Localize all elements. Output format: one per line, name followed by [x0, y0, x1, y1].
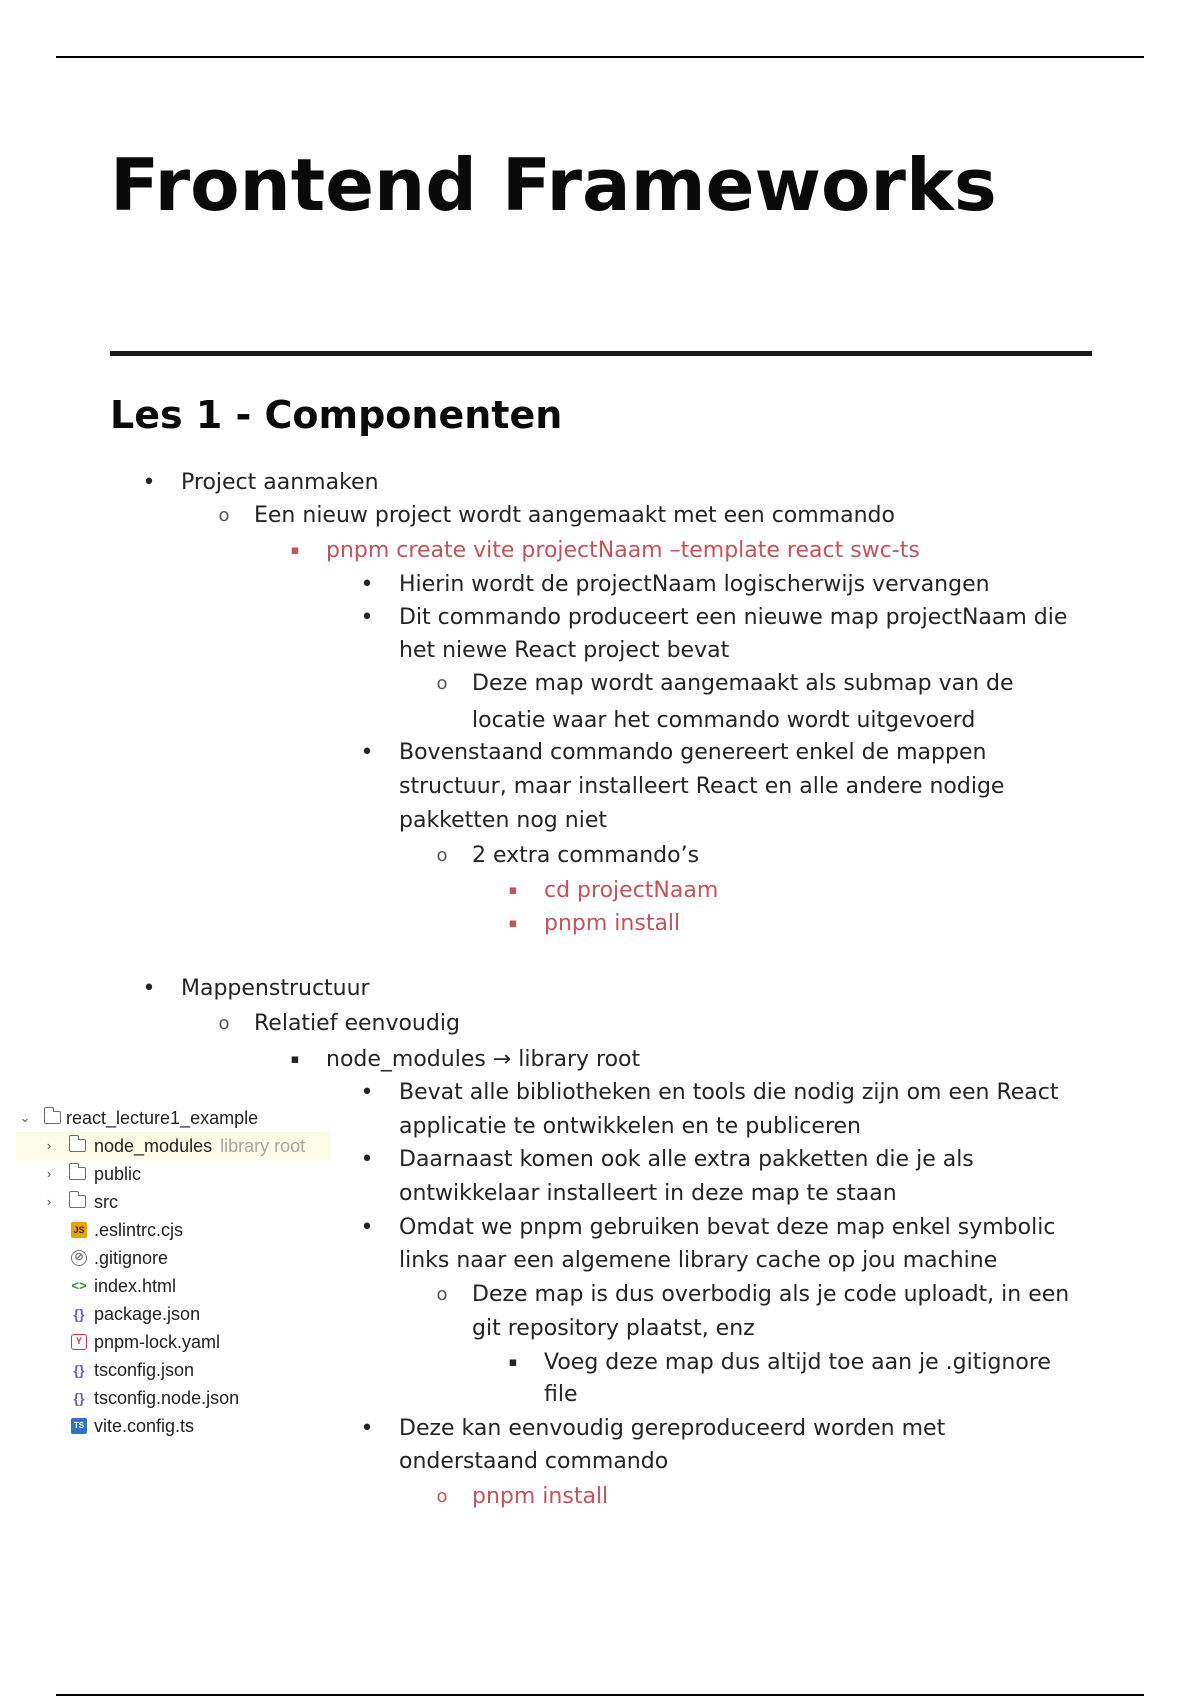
tree-file-label: tsconfig.json [94, 1360, 195, 1380]
list-item-submap: Deze map wordt aangemaakt als submap van de [472, 671, 1014, 696]
list-item-bevat: Bevat alle bibliotheken en tools die nodig zijn om een React [399, 1080, 1059, 1105]
top-rule [56, 56, 1144, 58]
tree-row-file[interactable] [16, 1384, 330, 1412]
folder-icon [69, 1195, 86, 1208]
bullet-circle: o [436, 1284, 448, 1305]
code-pnpm-install: pnpm install [544, 911, 681, 936]
code-pnpm-install-reproduce: pnpm install [472, 1484, 609, 1509]
folder-icon [69, 1167, 86, 1180]
bullet-square: ▪ [290, 1052, 300, 1067]
bullet-circle: o [436, 1486, 448, 1507]
list-item-gitignore-cont: file [544, 1382, 578, 1407]
bullet-disc: • [360, 1147, 374, 1172]
list-item-node-modules: node_modules → library root [326, 1047, 641, 1072]
project-file-tree [16, 1104, 330, 1434]
list-item-nieuw-project: Een nieuw project wordt aangemaakt met een commando [254, 503, 895, 528]
list-item-bevat-cont: applicatie te ontwikkelen en te publiceren [399, 1114, 861, 1139]
bullet-disc: • [360, 1416, 374, 1441]
list-item-daarnaast-cont: ontwikkelaar installeert in deze map te staan [399, 1181, 897, 1206]
json-file-icon: {} [73, 1390, 85, 1406]
bullet-disc: • [360, 1215, 374, 1240]
tree-item-label: public [94, 1164, 142, 1184]
tree-file-label: index.html [94, 1276, 177, 1296]
tree-file-label: pnpm-lock.yaml [94, 1332, 221, 1352]
tree-file-label: .eslintrc.cjs [94, 1220, 184, 1240]
bullet-disc: • [360, 572, 374, 597]
list-item-overbodig: Deze map is dus overbodig als je code uploadt, in een [472, 1282, 1070, 1307]
bullet-square: ▪ [508, 916, 518, 931]
js-file-icon: JS [71, 1222, 87, 1238]
html-file-icon: <> [71, 1278, 87, 1293]
tree-file-label: tsconfig.node.json [94, 1388, 240, 1408]
bottom-rule [56, 1694, 1144, 1696]
tree-root-label: react_lecture1_example [66, 1108, 259, 1128]
list-item-extra-commandos: 2 extra commando’s [472, 843, 700, 868]
bullet-disc: • [360, 605, 374, 630]
bullet-disc: • [142, 470, 156, 495]
chevron-right-icon[interactable]: › [46, 1138, 52, 1153]
tree-row-node-modules[interactable] [16, 1132, 330, 1160]
bullet-square: ▪ [290, 543, 300, 558]
list-item-project-aanmaken: Project aanmaken [181, 470, 379, 495]
tree-file-label: package.json [94, 1304, 201, 1324]
tree-row-root[interactable] [16, 1104, 330, 1132]
chevron-down-icon[interactable]: ⌄ [19, 1110, 31, 1125]
tree-item-label [94, 1132, 305, 1160]
bullet-square: ▪ [508, 883, 518, 898]
list-item-note: Hierin wordt de projectNaam logischerwijs vervangen [399, 572, 990, 597]
yaml-file-icon: Y [71, 1334, 87, 1350]
list-item-daarnaast: Daarnaast komen ook alle extra pakketten die je als [399, 1147, 974, 1172]
list-item-reproduce: Deze kan eenvoudig gereproduceerd worden met [399, 1416, 946, 1441]
tree-row-file[interactable] [16, 1412, 330, 1440]
folder-icon [44, 1111, 61, 1124]
bullet-square: ▪ [508, 1355, 518, 1370]
bullet-disc: • [360, 740, 374, 765]
list-item-note: Dit commando produceert een nieuwe map projectNaam die [399, 605, 1068, 630]
tree-row-file[interactable] [16, 1328, 330, 1356]
bullet-circle: o [436, 845, 448, 866]
library-root-hint: library root [220, 1136, 306, 1156]
tree-row-file[interactable] [16, 1216, 330, 1244]
tree-row-file[interactable] [16, 1356, 330, 1384]
list-item-overbodig-cont: git repository plaatst, enz [472, 1316, 755, 1341]
list-item-bovenstaand-cont: structuur, maar installeert React en alle andere nodige [399, 774, 1005, 799]
folder-icon [69, 1139, 86, 1152]
ts-file-icon: TS [71, 1418, 87, 1434]
chevron-right-icon[interactable]: › [46, 1194, 52, 1209]
json-file-icon: {} [73, 1362, 85, 1378]
bullet-circle: o [218, 1013, 230, 1034]
list-item-note-cont: het niewe React project bevat [399, 638, 730, 663]
node-modules-label: node_modules [94, 1136, 213, 1156]
tree-file-label: vite.config.ts [94, 1416, 195, 1436]
tree-file-label: .gitignore [94, 1248, 169, 1268]
list-item-reproduce-cont: onderstaand commando [399, 1449, 669, 1474]
bullet-circle: o [218, 505, 230, 526]
title-rule [110, 351, 1092, 356]
list-item-mappenstructuur: Mappenstructuur [181, 976, 370, 1001]
code-create-vite: pnpm create vite projectNaam –template react swc-ts [326, 538, 920, 563]
list-item-omdat: Omdat we pnpm gebruiken bevat deze map enkel symbolic [399, 1215, 1056, 1240]
list-item-relatief-eenvoudig: Relatief eenvoudig [254, 1011, 460, 1036]
tree-row-file[interactable] [16, 1244, 330, 1272]
ignore-file-icon: ⊘ [71, 1250, 87, 1266]
bullet-disc: • [360, 1080, 374, 1105]
tree-row-file[interactable] [16, 1272, 330, 1300]
code-cd-projectnaam: cd projectNaam [544, 878, 719, 903]
bullet-circle: o [436, 673, 448, 694]
list-item-bovenstaand-cont: pakketten nog niet [399, 808, 607, 833]
tree-row-src[interactable] [16, 1188, 330, 1216]
tree-row-file[interactable] [16, 1300, 330, 1328]
tree-item-label: src [94, 1192, 118, 1212]
list-item-bovenstaand: Bovenstaand commando genereert enkel de mappen [399, 740, 987, 765]
bullet-disc: • [142, 976, 156, 1001]
tree-row-public[interactable] [16, 1160, 330, 1188]
section-heading: Les 1 - Componenten [110, 393, 563, 437]
json-file-icon: {} [73, 1306, 85, 1322]
list-item-submap-cont: locatie waar het commando wordt uitgevoerd [472, 708, 976, 733]
list-item-omdat-cont: links naar een algemene library cache op jou machine [399, 1248, 998, 1273]
chevron-right-icon[interactable]: › [46, 1166, 52, 1181]
document-title: Frontend Frameworks [110, 143, 997, 227]
list-item-gitignore: Voeg deze map dus altijd toe aan je .gitignore [544, 1350, 1051, 1375]
